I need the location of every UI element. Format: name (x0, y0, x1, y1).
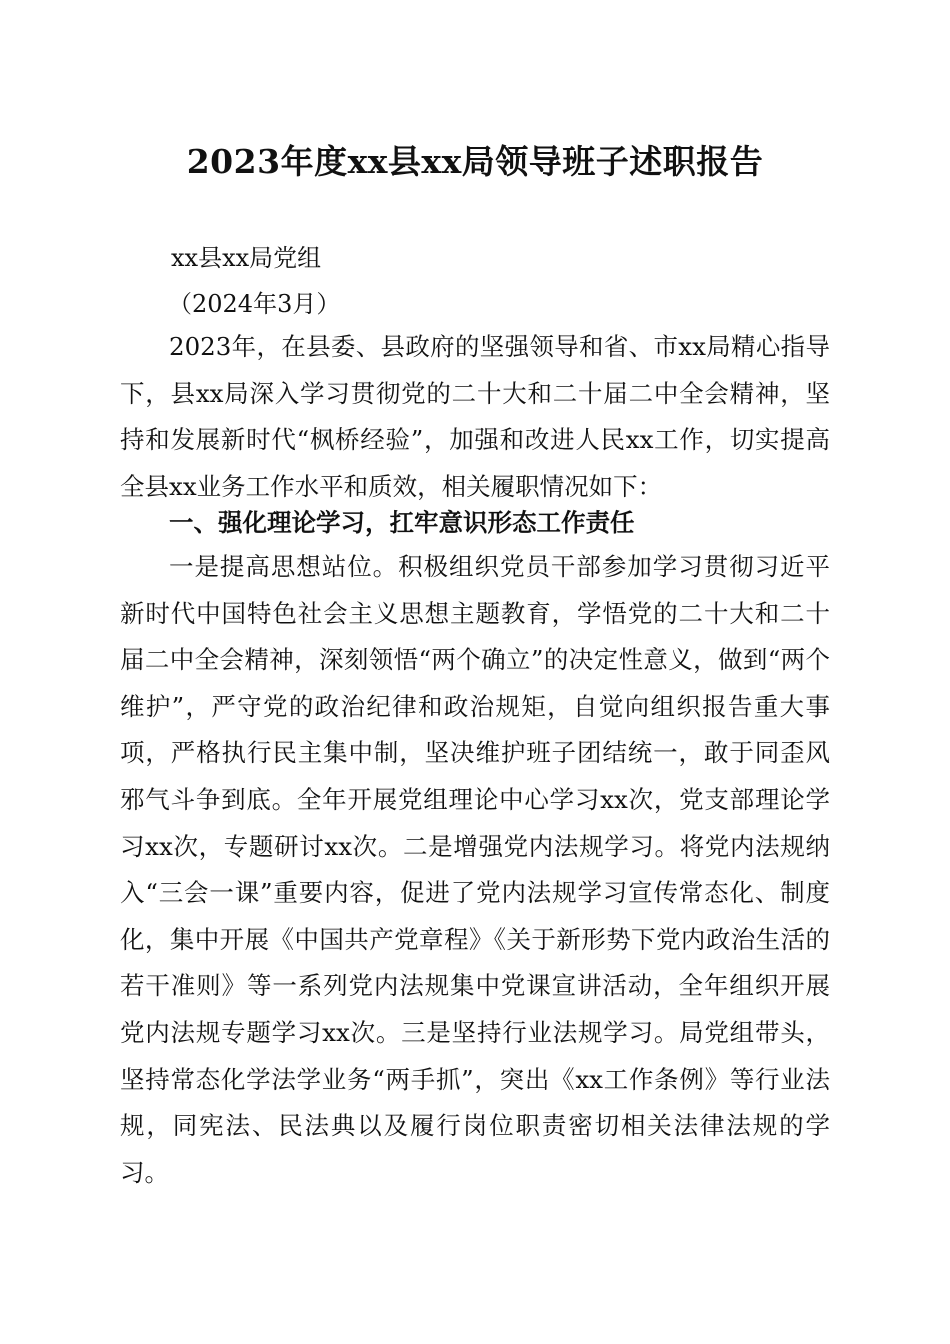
section-1-paragraph: 一是提高思想站位。积极组织党员干部参加学习贯彻习近平新时代中国特色社会主义思想主题教育，学悟党的二十大和二十届二中全会精神，深刻领悟“两个确立”的决定性意义，做到“两个维护”，严守党的政治纪律和政治规矩，自觉向组织报告重大事项，严格执行民主集中制，坚决维护班子团结统一，敢于同歪风邪气斗争到底。全年开展党组理论中心学习xx次，党支部理论学习xx次，专题研讨xx次。二是增强党内法规学习。将党内法规纳入“三会一课”重要内容，促进了党内法规学习宣传常态化、制度化，集中开展《中国共产党章程》《关于新形势下党内政治生活的若干准则》等一系列党内法规集中党课宣讲活动，全年组织开展党内法规专题学习xx次。三是坚持行业法规学习。局党组带头，坚持常态化学法学业务“两手抓”，突出《xx工作条例》等行业法规，同宪法、民法典以及履行岗位职责密切相关法律法规的学习。 (120, 552, 830, 1187)
report-date: （2024年3月） (168, 290, 341, 318)
intro-paragraph: 2023年，在县委、县政府的坚强领导和省、市xx局精心指导下，县xx局深入学习贯彻党的二十大和二十届二中全会精神，坚持和发展新时代“枫桥经验”，加强和改进人民xx工作，切实提高全县xx业务工作水平和质效，相关履职情况如下： (120, 332, 830, 501)
issuing-organization: xx县xx局党组 (171, 244, 322, 272)
document-title: 2023年度xx县xx局领导班子述职报告 (186, 142, 764, 181)
section-heading-1: 一、强化理论学习，扛牢意识形态工作责任 (169, 508, 635, 537)
